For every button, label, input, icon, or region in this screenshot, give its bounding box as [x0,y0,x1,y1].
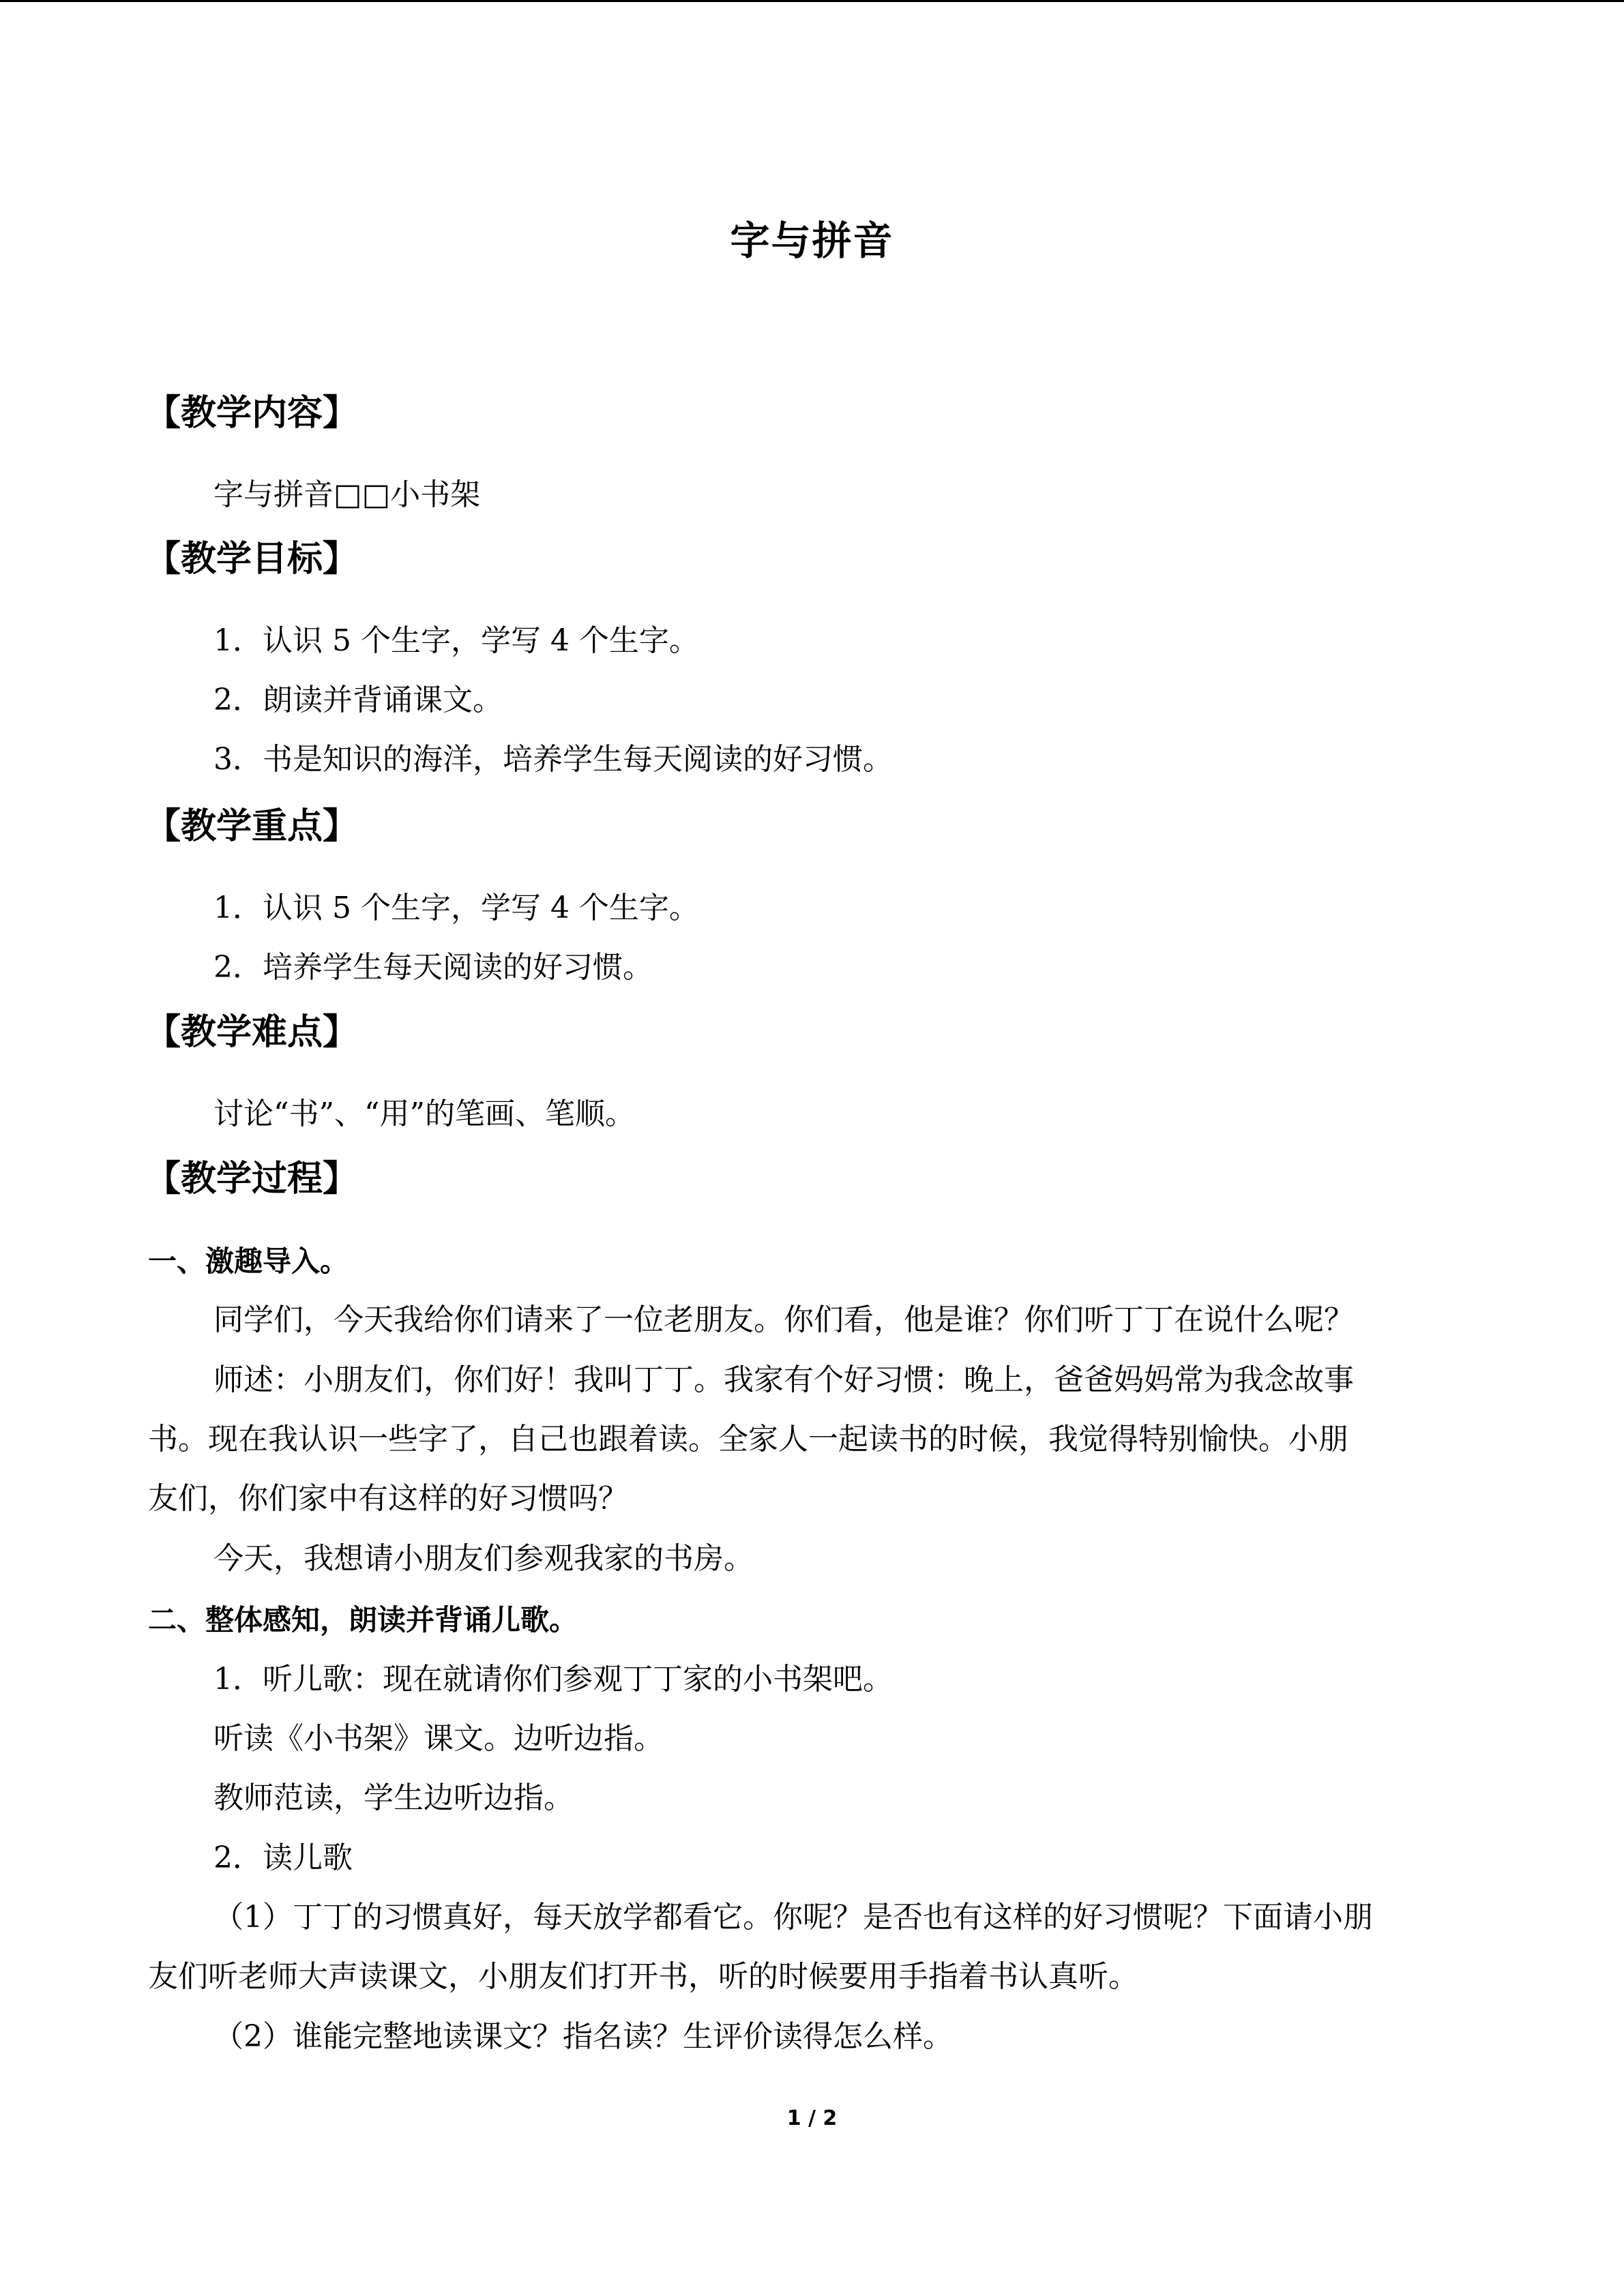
process-paragraph-line: 书。现在我认识一些字了，自己也跟着读。全家人一起读书的时候，我觉得特别愉快。小朋 [148,1422,1348,1457]
process-paragraph-line: 1．听儿歌：现在就请你们参观丁丁家的小书架吧。 [213,1662,893,1697]
process-part-title: 二、整体感知，朗读并背诵儿歌。 [148,1603,578,1637]
process-paragraph-line: 听读《小书架》课文。边听边指。 [213,1721,664,1756]
process-paragraph-line: 2．读儿歌 [213,1840,353,1875]
process-paragraph-line: 今天，我想请小朋友们参观我家的书房。 [213,1541,754,1576]
section-heading-key-points: 【教学重点】 [145,806,359,847]
process-paragraph-line: 同学们，今天我给你们请来了一位老朋友。你们看，他是谁？你们听丁丁在说什么呢？ [213,1302,1354,1337]
process-paragraph-line: 友们听老师大声读课文，小朋友们打开书，听的时候要用手指着书认真听。 [148,1959,1138,1994]
section-heading-difficulties: 【教学难点】 [145,1012,359,1053]
page-number: 1 / 2 [786,2106,838,2130]
key-point-line: 2．培养学生每天阅读的好习惯。 [213,950,653,985]
process-paragraph-line: 友们，你们家中有这样的好习惯吗？ [148,1481,628,1516]
content-line: 字与拼音□□小书架 [213,477,481,512]
process-paragraph-line: （2）谁能完整地读课文？指名读？生评价读得怎么样。 [213,2019,953,2054]
goal-line: 1．认识 5 个生字，学写 4 个生字。 [213,623,699,658]
section-heading-content: 【教学内容】 [145,393,359,434]
process-paragraph-line: （1）丁丁的习惯真好，每天放学都看它。你呢？是否也有这样的好习惯呢？下面请小朋 [213,1900,1373,1935]
section-heading-goals: 【教学目标】 [145,539,359,580]
section-heading-process: 【教学过程】 [145,1159,359,1199]
process-paragraph-line: 教师范读，学生边听边指。 [213,1780,574,1815]
document-title: 字与拼音 [730,218,894,264]
key-point-line: 1．认识 5 个生字，学写 4 个生字。 [213,891,699,925]
difficulty-line: 讨论“书”、“用”的笔画、笔顺。 [213,1097,635,1131]
process-paragraph-line: 师述：小朋友们，你们好！我叫丁丁。我家有个好习惯：晚上，爸爸妈妈常为我念故事 [213,1362,1354,1397]
goal-line: 2．朗读并背诵课文。 [213,683,503,717]
goal-line: 3．书是知识的海洋，培养学生每天阅读的好习惯。 [213,742,893,777]
process-part-title: 一、激趣导入。 [148,1244,349,1278]
